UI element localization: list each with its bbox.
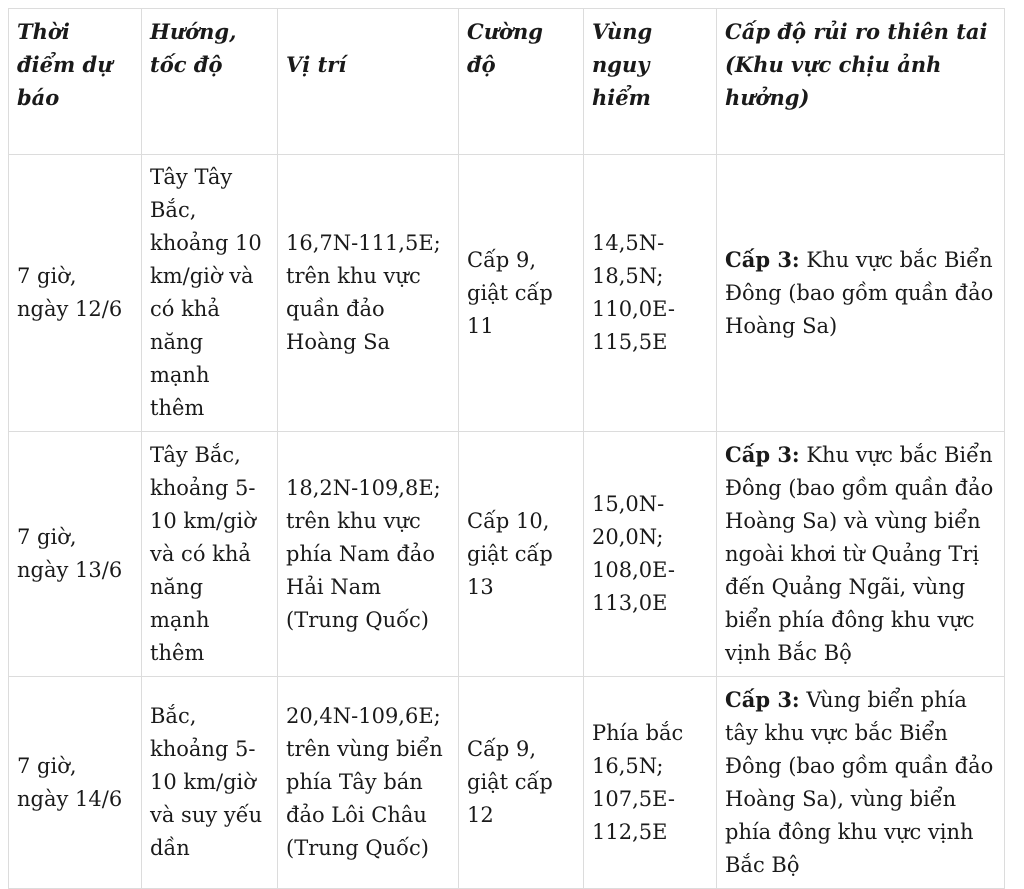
table-header-row: [9, 9, 1005, 155]
risk-area-text: Khu vực bắc Biển Đông (bao gồm quần đảo Hoàng Sa): [725, 248, 994, 338]
forecast-table: [8, 8, 1005, 889]
cell-danger-zone: 15,0N-20,0N; 108,0E-113,0E: [584, 432, 717, 677]
cell-intensity: Cấp 9, giật cấp 11: [459, 155, 584, 432]
header-intensity: Cường độ: [459, 9, 584, 155]
risk-level-label: Cấp 3:: [725, 687, 800, 712]
cell-direction: Tây Bắc, khoảng 5-10 km/giờ và có khả năng mạnh thêm: [142, 432, 278, 677]
header-danger-zone: Vùng nguy hiểm: [584, 9, 717, 155]
cell-danger-zone: 14,5N-18,5N; 110,0E-115,5E: [584, 155, 717, 432]
cell-intensity: Cấp 9, giật cấp 12: [459, 677, 584, 889]
risk-area-text: Khu vực bắc Biển Đông (bao gồm quần đảo Hoàng Sa) và vùng biển ngoài khơi từ Quảng Trị đến Quảng Ngãi, vùng biển phía đông khu vực vịnh Bắc Bộ: [725, 443, 994, 665]
header-forecast-time: Thời điểm dự báo: [9, 9, 142, 155]
cell-risk: [717, 155, 1005, 432]
cell-time: 7 giờ, ngày 14/6: [9, 677, 142, 889]
table-row: [9, 677, 1005, 889]
header-position: Vị trí: [278, 9, 459, 155]
cell-position: 16,7N-111,5E; trên khu vực quần đảo Hoàng Sa: [278, 155, 459, 432]
risk-level-label: Cấp 3:: [725, 247, 800, 272]
header-direction-speed: Hướng, tốc độ: [142, 9, 278, 155]
cell-direction: Bắc, khoảng 5-10 km/giờ và suy yếu dần: [142, 677, 278, 889]
cell-risk: [717, 677, 1005, 889]
cell-position: 20,4N-109,6E; trên vùng biển phía Tây bán đảo Lôi Châu (Trung Quốc): [278, 677, 459, 889]
cell-danger-zone: Phía bắc 16,5N; 107,5E-112,5E: [584, 677, 717, 889]
cell-direction: Tây Tây Bắc, khoảng 10 km/giờ và có khả năng mạnh thêm: [142, 155, 278, 432]
header-risk-level: Cấp độ rủi ro thiên tai (Khu vực chịu ảnh hưởng): [717, 9, 1005, 155]
cell-time: 7 giờ, ngày 12/6: [9, 155, 142, 432]
cell-intensity: Cấp 10, giật cấp 13: [459, 432, 584, 677]
risk-area-text: Vùng biển phía tây khu vực bắc Biển Đông (bao gồm quần đảo Hoàng Sa), vùng biển phía đông khu vực vịnh Bắc Bộ: [725, 688, 994, 877]
risk-level-label: Cấp 3:: [725, 442, 800, 467]
table-row: [9, 432, 1005, 677]
cell-time: 7 giờ, ngày 13/6: [9, 432, 142, 677]
table-row: [9, 155, 1005, 432]
cell-position: 18,2N-109,8E; trên khu vực phía Nam đảo Hải Nam (Trung Quốc): [278, 432, 459, 677]
cell-risk: [717, 432, 1005, 677]
